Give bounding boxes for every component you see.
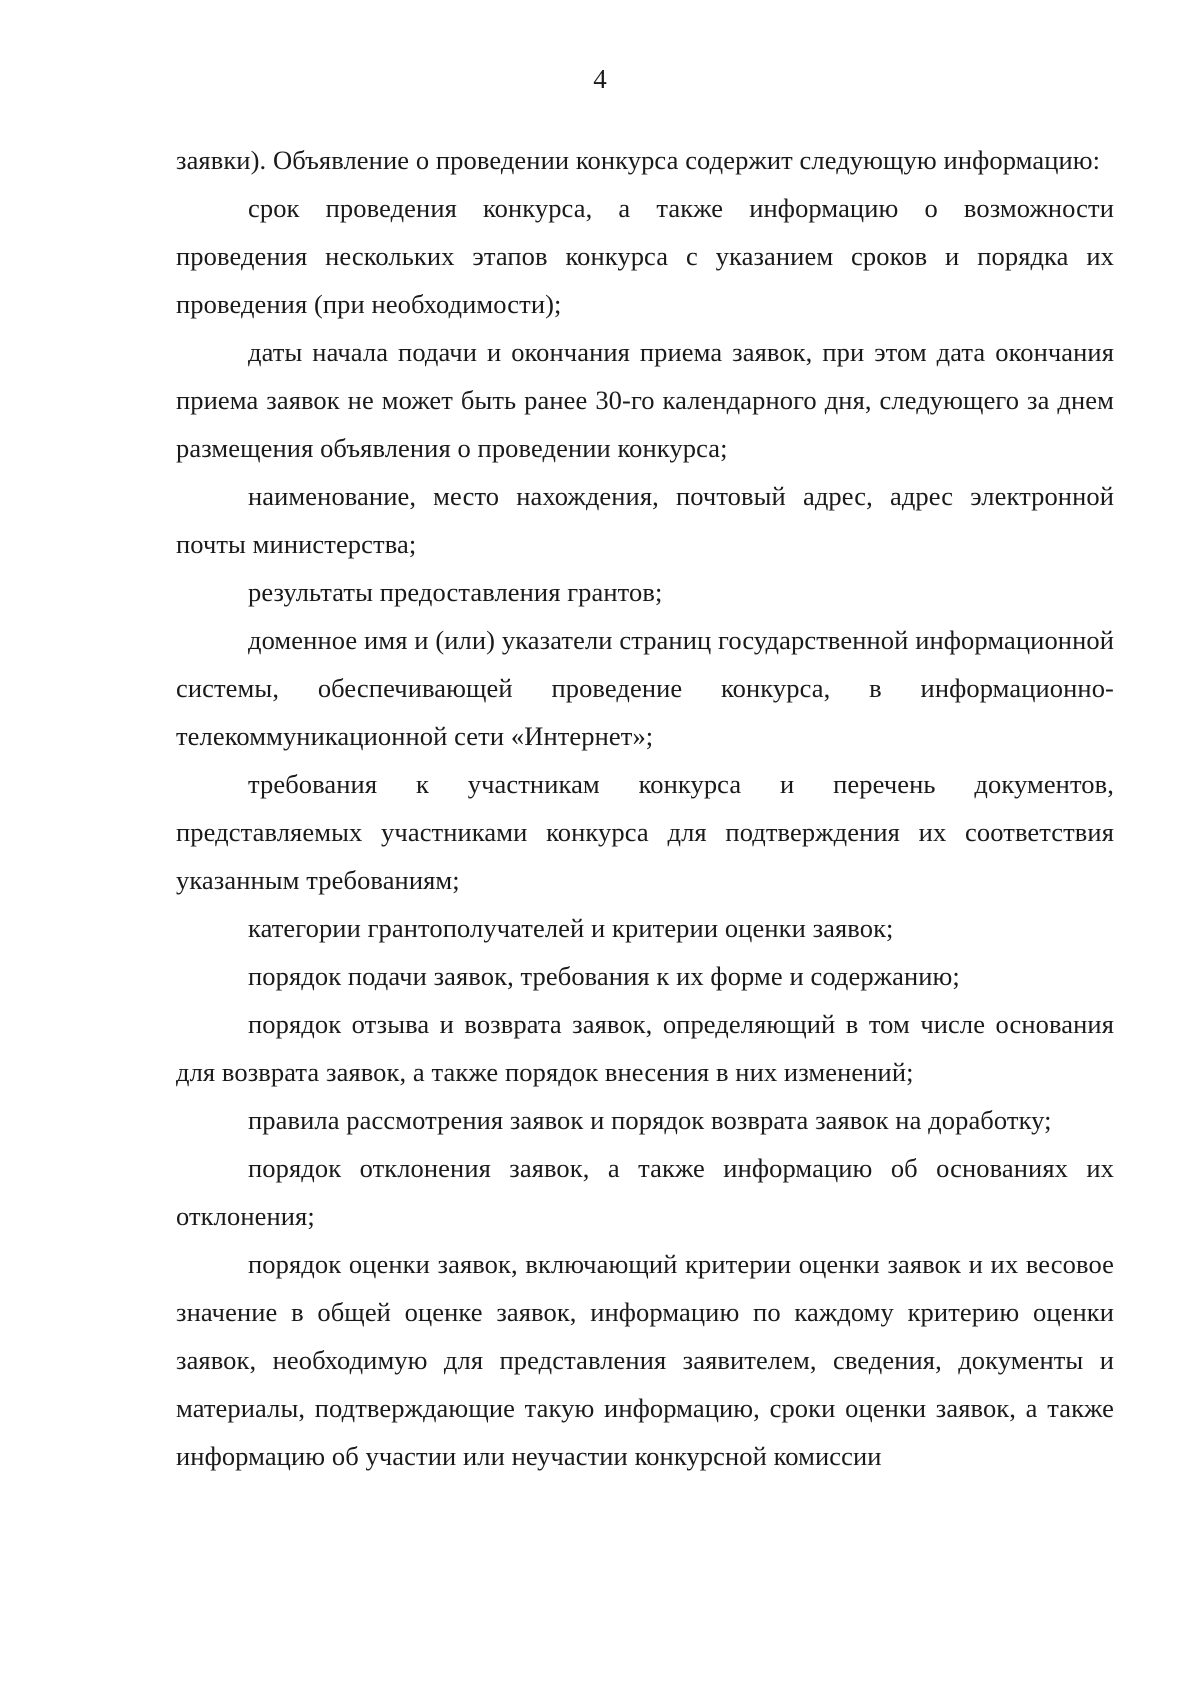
- page-number: 4: [593, 64, 607, 94]
- paragraph: порядок отзыва и возврата заявок, определяющий в том числе основания для возврата заявок, а также порядок внесения в них изменений;: [176, 1009, 1114, 1087]
- paragraph: порядок отклонения заявок, а также информацию об основаниях их отклонения;: [176, 1153, 1114, 1231]
- paragraph: категории грантополучателей и критерии оценки заявок;: [248, 913, 894, 943]
- paragraph: правила рассмотрения заявок и порядок возврата заявок на доработку;: [248, 1105, 1052, 1135]
- document-body: [176, 136, 1114, 1480]
- paragraph: срок проведения конкурса, а также информацию о возможности проведения нескольких этапов конкурса с указанием сроков и порядка их проведения (при необходимости);: [176, 193, 1114, 319]
- paragraph: результаты предоставления грантов;: [248, 577, 663, 607]
- paragraph: порядок оценки заявок, включающий критерии оценки заявок и их весовое значение в общей оценке заявок, информацию по каждому критерию оценки заявок, необходимую для представления заявителем, сведения, документы и материалы, подтверждающие такую информацию, сроки оценки заявок, а также информацию об участии или неучастии конкурсной комиссии: [176, 1249, 1114, 1471]
- paragraph: заявки). Объявление о проведении конкурса содержит следующую информацию:: [176, 145, 1101, 175]
- paragraph: требования к участникам конкурса и перечень документов, представляемых участниками конкурса для подтверждения их соответствия указанным требованиям;: [176, 769, 1114, 895]
- paragraph: порядок подачи заявок, требования к их форме и содержанию;: [248, 961, 960, 991]
- paragraph: доменное имя и (или) указатели страниц государственной информационной системы, обеспечивающей проведение конкурса, в информационно-телекоммуникационной сети «Интернет»;: [176, 625, 1114, 751]
- paragraph: наименование, место нахождения, почтовый адрес, адрес электронной почты министерства;: [176, 481, 1114, 559]
- paragraph: даты начала подачи и окончания приема заявок, при этом дата окончания приема заявок не может быть ранее 30-го календарного дня, следующего за днем размещения объявления о проведении конкурса;: [176, 337, 1114, 463]
